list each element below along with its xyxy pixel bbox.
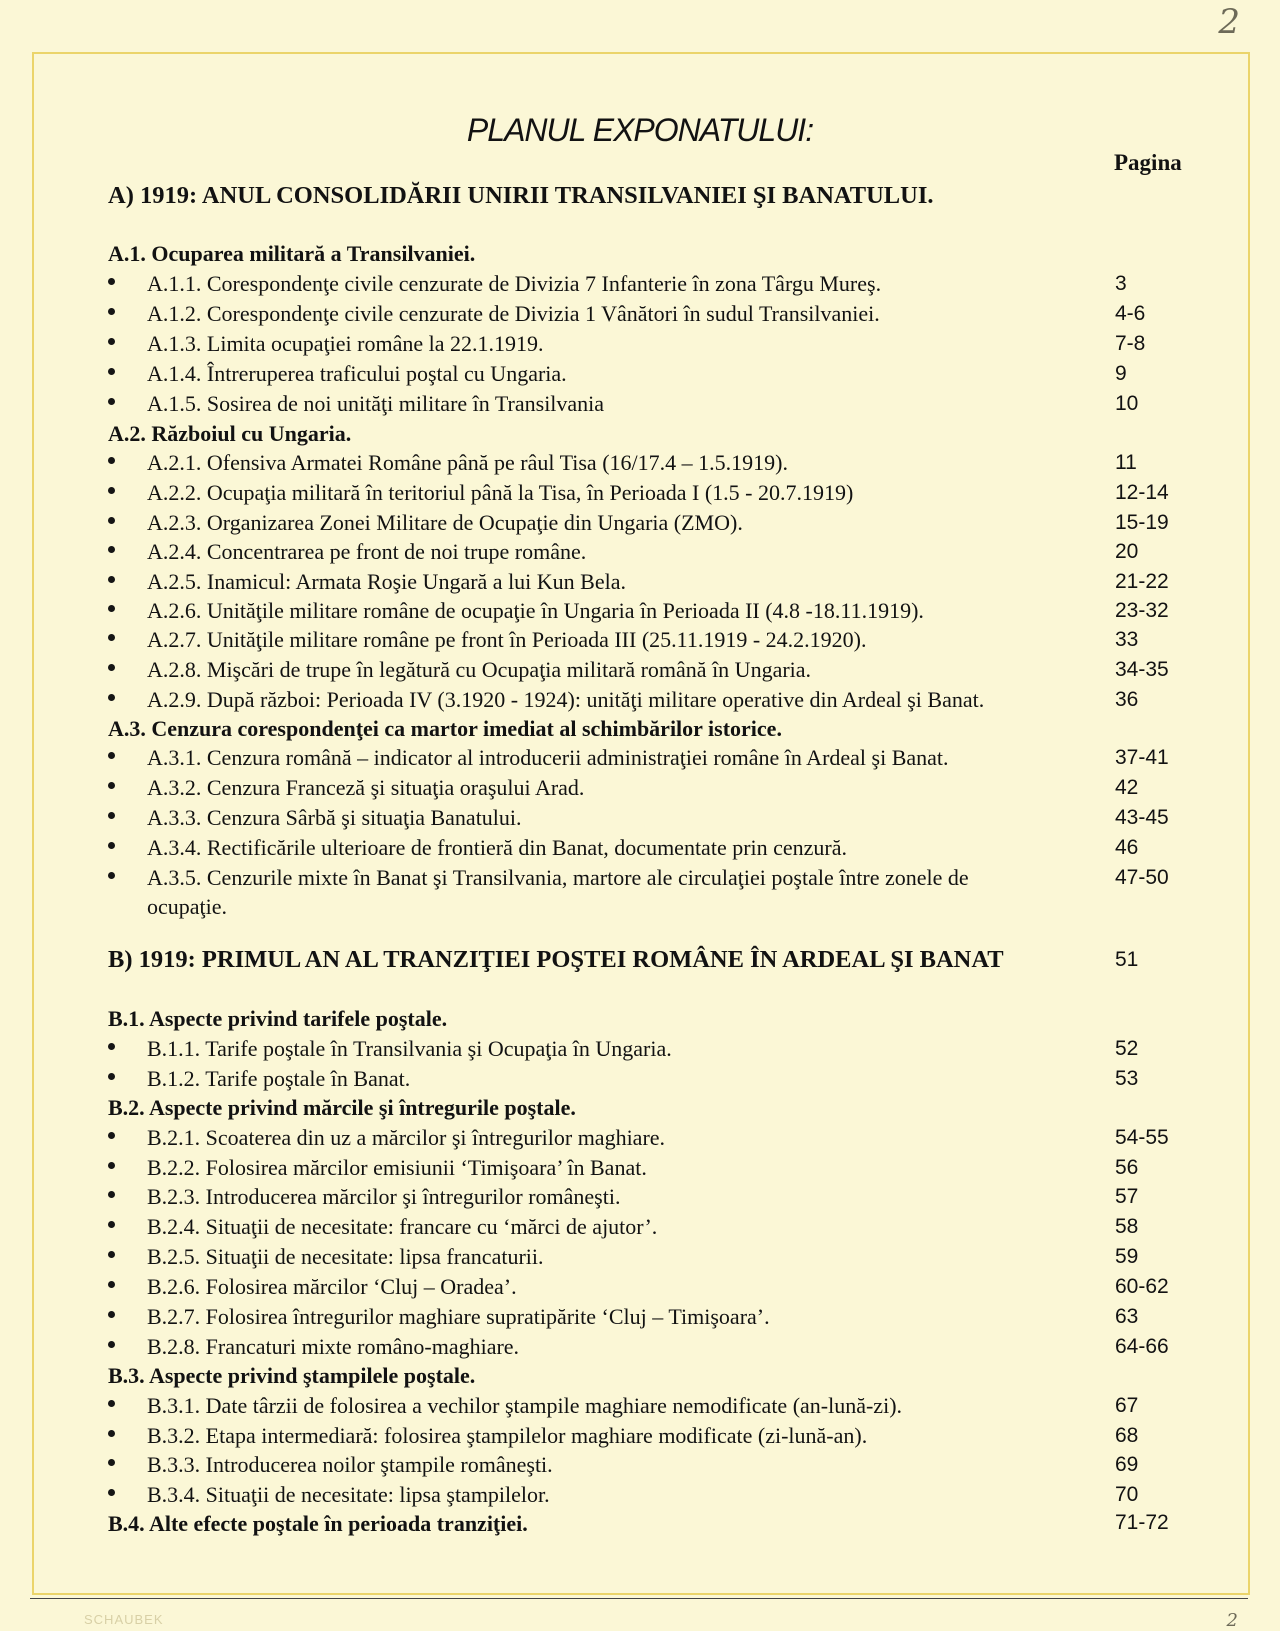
page-ref: 54-55 [1115,1126,1169,1149]
section-a-title: A) 1919: ANUL CONSOLIDĂRII UNIRII TRANSILVANIEI ŞI BANATULUI. [108,182,934,209]
bullet-icon [108,1459,115,1466]
page-ref: 3 [1115,272,1127,295]
toc-item: B.2.1. Scoaterea din uz a mărcilor şi întregurilor maghiare. 54-55 [0,1125,1280,1155]
bullet-icon [108,1400,115,1407]
bullet-icon [108,782,115,789]
bullet-icon [108,1489,115,1496]
subsection-b1-title: B.1. Aspecte privind tarifele poştale. [108,1006,448,1031]
toc-item-continuation: ocupaţie. [147,894,228,919]
toc-item: A.2.7. Unităţile militare române pe front în Perioada III (25.11.1919 - 24.2.1920). 33 [0,627,1280,657]
toc-item: B.2.8. Francaturi mixte româno-maghiare. 64-66 [0,1334,1280,1364]
toc-item: A.1.3. Limita ocupaţiei române la 22.1.1919. 7-8 [0,331,1280,361]
toc-item: A.2.2. Ocupaţia militară în teritoriul până la Tisa, în Perioada I (1.5 - 20.7.1919) 12-14 [0,480,1280,510]
bullet-icon [108,576,115,583]
toc-item: B.3.3. Introducerea noilor ştampile româneşti. 69 [0,1452,1280,1482]
subsection-b3-title: B.3. Aspecte privind ştampilele poştale. [108,1363,476,1388]
pagina-column-header: Pagina [1114,150,1182,175]
toc-item: A.1.4. Întreruperea traficului poştal cu Ungaria. 9 [0,361,1280,391]
toc-item: A.2.9. După război: Perioada IV (3.1920 - 1924): unităţi militare operative din Ardeal şi Banat. 36 [0,687,1280,717]
toc-item: A.2.1. Ofensiva Armatei Române până pe râul Tisa (16/17.4 – 1.5.1919). 11 [0,450,1280,480]
page-ref: 20 [1115,540,1139,563]
toc-item: B.3.1. Date târzii de folosirea a vechilor ştampile maghiare nemodificate (an-lună-zi). 67 [0,1393,1280,1423]
bullet-icon [108,1251,115,1258]
page-ref: 71-72 [1115,1511,1169,1534]
page-ref: 68 [1115,1424,1139,1447]
toc-item: B.2.7. Folosirea întregurilor maghiare supratipărite ‘Cluj – Timişoara’. 63 [0,1304,1280,1334]
page-ref: 42 [1115,776,1139,799]
bullet-icon [108,1043,115,1050]
page-ref: 47-50 [1115,866,1169,889]
bullet-icon [108,1191,115,1198]
bullet-icon [108,872,115,879]
toc-item: A.3.5. Cenzurile mixte în Banat şi Transilvania, martore ale circulaţiei poştale între zonele de 47-50 [0,865,1280,895]
subsection-a3-title: A.3. Cenzura corespondenţei ca martor imediat al schimbărilor istorice. [108,716,782,741]
page-ref: 69 [1115,1453,1139,1476]
page-ref: 9 [1115,362,1127,385]
page-ref: 63 [1115,1305,1139,1328]
page-ref: 34-35 [1115,658,1169,681]
bullet-icon [108,664,115,671]
toc-item: B.2.6. Folosirea mărcilor ‘Cluj – Oradea’. 60-62 [0,1274,1280,1304]
page-ref: 15-19 [1115,511,1169,534]
toc-item: A.2.8. Mişcări de trupe în legătură cu Ocupaţia militară română în Ungaria. 34-35 [0,657,1280,687]
bullet-icon [108,278,115,285]
bullet-icon [108,398,115,405]
footer-mark: 2 [1226,1610,1238,1631]
subsection-b2-title: B.2. Aspecte privind mărcile şi întregurile poştale. [108,1095,576,1120]
toc-item: A.3.4. Rectificările ulterioare de frontieră din Banat, documentate prin cenzură. 46 [0,835,1280,865]
toc-item: A.2.4. Concentrarea pe front de noi trupe române. 20 [0,539,1280,569]
page-ref: 37-41 [1115,746,1169,769]
toc-item: B.2.2. Folosirea mărcilor emisiunii ‘Timişoara’ în Banat. 56 [0,1155,1280,1185]
toc-item: A.3.2. Cenzura Franceză şi situaţia oraşului Arad. 42 [0,775,1280,805]
toc-item: B.3.2. Etapa intermediară: folosirea ştampilelor maghiare modificate (zi-lună-an). 68 [0,1423,1280,1453]
subsection-b4-title: B.4. Alte efecte poştale în perioada tranziţiei. 71-72 [108,1511,1169,1536]
page-ref: 67 [1115,1394,1139,1417]
page-ref: 10 [1115,392,1139,415]
page-ref: 57 [1115,1185,1139,1208]
bullet-icon [108,1162,115,1169]
bottom-rule [30,1598,1248,1599]
bullet-icon [108,1073,115,1080]
toc-item: A.2.3. Organizarea Zonei Militare de Ocupaţie din Ungaria (ZMO). 15-19 [0,510,1280,540]
bullet-icon [108,634,115,641]
bullet-icon [108,605,115,612]
page-ref: 59 [1115,1245,1139,1268]
bullet-icon [108,752,115,759]
toc-item: A.1.2. Corespondenţe civile cenzurate de Divizia 1 Vânători în sudul Transilvaniei. 4-6 [0,301,1280,331]
toc-item: B.2.5. Situaţii de necesitate: lipsa francaturii. 59 [0,1244,1280,1274]
page-ref: 70 [1115,1483,1139,1506]
bullet-icon [108,812,115,819]
toc-item: A.1.1. Corespondenţe civile cenzurate de Divizia 7 Infanterie în zona Târgu Mureş. 3 [0,271,1280,301]
page-ref: 46 [1115,836,1139,859]
bullet-icon [108,694,115,701]
page-ref: 58 [1115,1215,1139,1238]
bullet-icon [108,1430,115,1437]
toc-item: A.2.5. Inamicul: Armata Roşie Ungară a lui Kun Bela. 21-22 [0,569,1280,599]
brand-imprint: SCHAUBEK [84,1612,164,1627]
section-b-title: B) 1919: PRIMUL AN AL TRANZIŢIEI POŞTEI ROMÂNE ÎN ARDEAL ŞI BANAT 51 [108,946,1139,973]
bullet-icon [108,1281,115,1288]
bullet-icon [108,1341,115,1348]
toc-item: B.1.2. Tarife poştale în Banat. 53 [0,1066,1280,1096]
bullet-icon [108,338,115,345]
toc-item: A.3.3. Cenzura Sârbă şi situaţia Banatului. 43-45 [0,805,1280,835]
page-ref: 36 [1115,688,1139,711]
page-ref: 43-45 [1115,806,1169,829]
page-ref: 21-22 [1115,570,1169,593]
page-ref: 56 [1115,1156,1139,1179]
page-ref: 64-66 [1115,1335,1169,1358]
page-ref: 11 [1115,451,1137,474]
bullet-icon [108,487,115,494]
bullet-icon [108,1132,115,1139]
subsection-a2-title: A.2. Războiul cu Ungaria. [108,421,352,446]
page-ref: 23-32 [1115,599,1169,622]
bullet-icon [108,546,115,553]
bullet-icon [108,1311,115,1318]
page-ref: 33 [1115,628,1139,651]
page-ref: 60-62 [1115,1275,1169,1298]
bullet-icon [108,308,115,315]
toc-item: B.2.3. Introducerea mărcilor şi întregurilor româneşti. 57 [0,1184,1280,1214]
toc-item: A.2.6. Unităţile militare române de ocupaţie în Ungaria în Perioada II (4.8 -18.11.1919). 23-32 [0,598,1280,628]
toc-item: A.1.5. Sosirea de noi unităţi militare în Transilvania 10 [0,391,1280,421]
bullet-icon [108,457,115,464]
bullet-icon [108,368,115,375]
toc-item: B.3.4. Situaţii de necesitate: lipsa ştampilelor. 70 [0,1482,1280,1512]
bullet-icon [108,517,115,524]
page-ref: 4-6 [1115,302,1146,325]
bullet-icon [108,842,115,849]
toc-item: B.2.4. Situaţii de necesitate: francare cu ‘mărci de ajutor’. 58 [0,1214,1280,1244]
page-ref: 51 [1115,948,1139,971]
page-ref: 53 [1115,1067,1139,1090]
subsection-a1-title: A.1. Ocuparea militară a Transilvaniei. [108,241,476,266]
toc-item: B.1.1. Tarife poştale în Transilvania şi Ocupaţia în Ungaria. 52 [0,1036,1280,1066]
page-ref: 12-14 [1115,481,1169,504]
page-number-handwritten: 2 [1218,2,1240,42]
toc-item: A.3.1. Cenzura română – indicator al introducerii administraţiei române în Ardeal şi Banat. 37-41 [0,745,1280,775]
bullet-icon [108,1221,115,1228]
page-title: PLANUL EXPONATULUI: [466,112,814,148]
page-ref: 52 [1115,1037,1139,1060]
page-ref: 7-8 [1115,332,1146,355]
